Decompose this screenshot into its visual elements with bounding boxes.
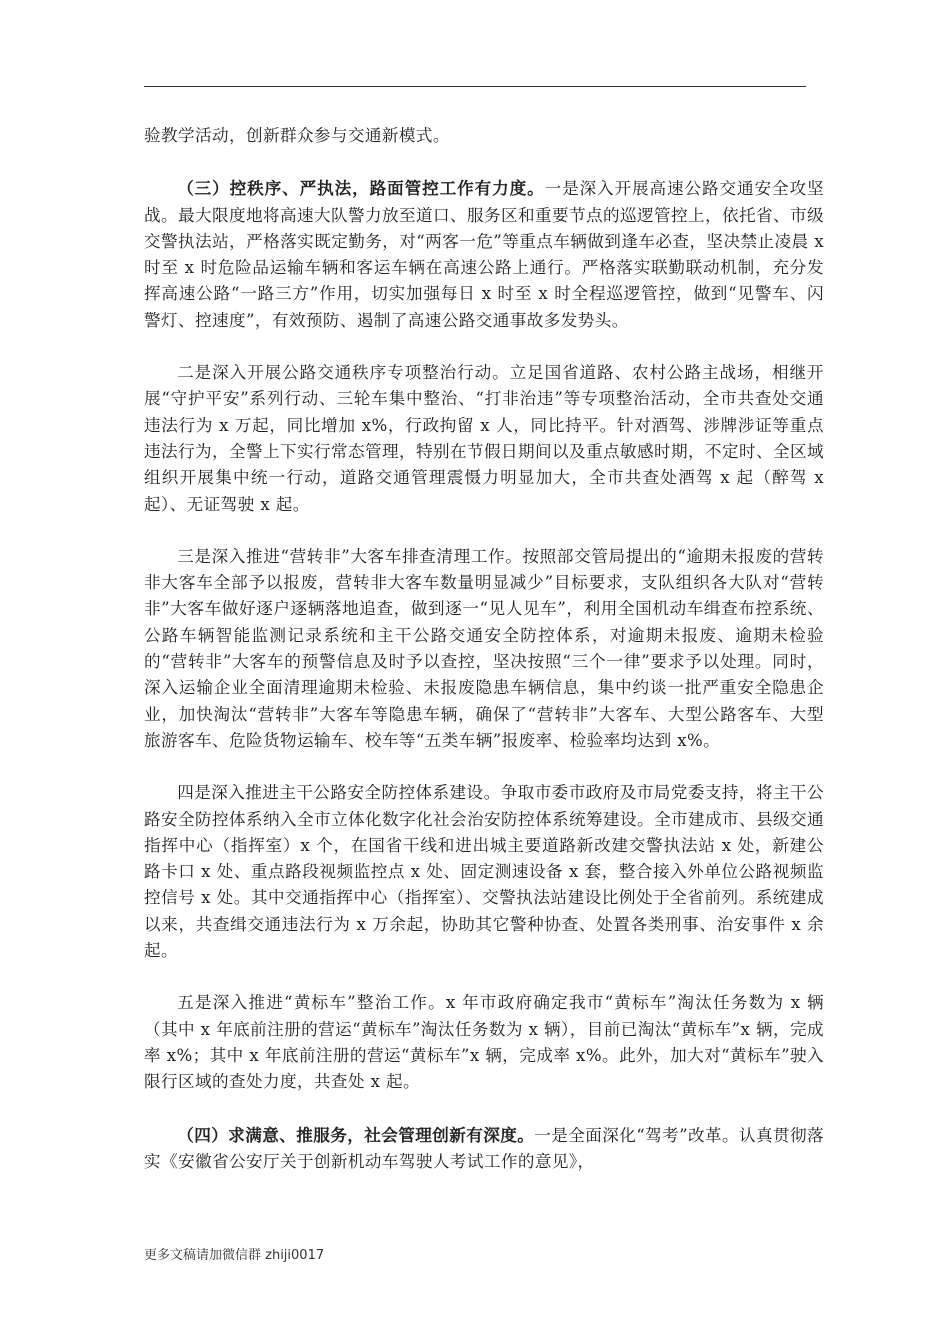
section-paragraph-4 — [144, 1122, 824, 1176]
section-paragraph-3 — [144, 175, 824, 334]
paragraph-text: 三是深入推进“营转非”大客车排查清理工作。按照部交管局提出的“逾期未报废的营转非大客车全部予以报废，营转非大客车数量明显减少”目标要求，支队组织各大队对“营转非”大客车做好逐户逐辆落地追查，做到逐一“见人见车”，利用全国机动车缉查布控系统、公路车辆智能监测记录系统和主干公路交通安全防控体系，对逾期未报废、逾期未检验的“营转非”大客车的预警信息及时予以查控，坚决按照“三个一律”要求予以处理。同时，深入运输企业全面清理逾期未检验、未报废隐患车辆信息，集中约谈一批严重安全隐患企业，加快淘汰“营转非”大客车等隐患车辆，确保了“营转非”大客车、大型公路客车、大型旅游客车、危险货物运输车、校车等“五类车辆”报废率、检验率均达到 x%。 — [144, 546, 824, 750]
paragraph-text: 一是全面深化“驾考”改革。认真贯彻落实《安徽省公安厅关于创新机动车驾驶人考试工作的意见》， — [144, 1125, 824, 1171]
paragraph-item-3 — [144, 544, 824, 754]
paragraph-text: 四是深入推进主干公路安全防控体系建设。争取市委市政府及市局党委支持，将主干公路安全防控体系纳入全市立体化数字化社会治安防控体系统筹建设。全市建成市、县级交通指挥中心（指挥室）x 个，在国省干线和进出城主要道路新改建交警执法站 x 处，新建公路卡口 x 处、重点路段视频监控点 x 处、固定测速设备 x 套，整合接入外单位公路视频监控信号 x 处。其中交通指挥中心（指挥室）、交警执法站建设比例处于全省前列。系统建成以来，共查缉交通违法行为 x 万余起，协助其它警种协查、处置各类刑事、治安事件 x 余起。 — [144, 783, 824, 961]
paragraph-item-5 — [144, 990, 824, 1095]
paragraph-item-2 — [144, 360, 824, 518]
header-rule — [144, 86, 806, 87]
document-body — [144, 123, 824, 1175]
paragraph-text: 验教学活动，创新群众参与交通新模式。 — [144, 126, 450, 145]
paragraph-continuation — [144, 123, 824, 149]
footer-note: 更多文稿请加微信群 zhiji0017 — [144, 1248, 325, 1263]
paragraph-text: 五是深入推进“黄标车”整治工作。x 年市政府确定我市“黄标车”淘汰任务数为 x 辆（其中 x 年底前注册的营运“黄标车”淘汰任务数为 x 辆），目前已淘汰“黄标车”x 辆，完成率 x%；其中 x 年底前注册的营运“黄标车”x 辆，完成率 x%。此外，加大对“黄标车”驶入限行区域的查处力度，共查处 x 起。 — [144, 993, 824, 1092]
section-heading: （四）求满意、推服务，社会管理创新有深度。 — [177, 1124, 535, 1145]
section-heading: （三）控秩序、严执法，路面管控工作有力度。 — [177, 178, 545, 199]
paragraph-text: 二是深入开展公路交通秩序专项整治行动。立足国省道路、农村公路主战场，相继开展“守护平安”系列行动、三轮车集中整治、“打非治违”等专项整治活动，全市共查处交通违法行为 x 万起，同比增加 x%，行政拘留 x 人，同比持平。针对酒驾、涉牌涉证等重点违法行为，全警上下实行常态管理，特别在节假日期间以及重点敏感时期，不定时、全区域组织开展集中统一行动，道路交通管理震慑力明显加大，全市共查处酒驾 x 起（醉驾 x 起）、无证驾驶 x 起。 — [144, 363, 824, 514]
paragraph-item-4 — [144, 780, 824, 964]
paragraph-text: 一是深入开展高速公路交通安全攻坚战。最大限度地将高速大队警力放至道口、服务区和重要节点的巡逻管控上，依托省、市级交警执法站，严格落实既定勤务，对“两客一危”等重点车辆做到逢车必查，坚决禁止凌晨 x 时至 x 时危险品运输车辆和客运车辆在高速公路上通行。严格落实联勤联动机制，充分发挥高速公路“一路三方”作用，切实加强每日 x 时至 x 时全程巡逻管控，做到“见警车、闪警灯、控速度”，有效预防、遏制了高速公路交通事故多发势头。 — [144, 179, 824, 330]
